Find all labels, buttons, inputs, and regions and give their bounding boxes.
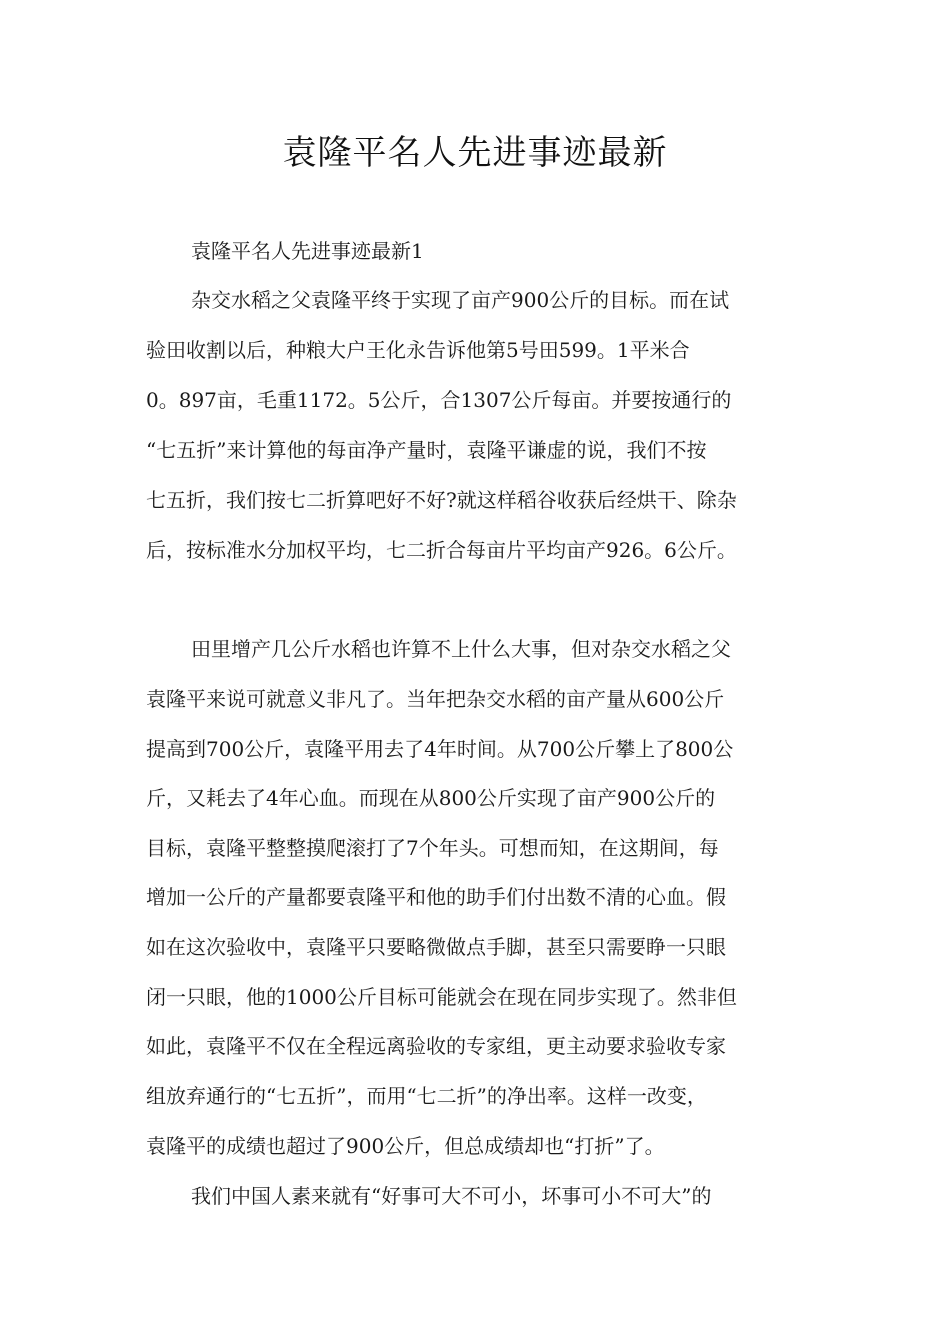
paragraph-line: 提高到700公斤，袁隆平用去了4年时间。从700公斤攀上了800公: [146, 737, 734, 761]
paragraph-line: 如在这次验收中，袁隆平只要略微做点手脚，甚至只需要睁一只眼: [146, 935, 726, 959]
paragraph-line: 后，按标准水分加权平均，七二折合每亩片平均亩产926。6公斤。: [146, 538, 737, 562]
paragraph-line: 如此，袁隆平不仅在全程远离验收的专家组，更主动要求验收专家: [146, 1034, 726, 1058]
paragraph-line: “七五折”来计算他的每亩净产量时，袁隆平谦虚的说，我们不按: [146, 438, 707, 462]
paragraph-line: 我们中国人素来就有“好事可大不可小，坏事可小不可大”的: [191, 1184, 712, 1208]
paragraph-line: 闭一只眼，他的1000公斤目标可能就会在现在同步实现了。然非但: [146, 985, 737, 1009]
paragraph-line: 田里增产几公斤水稻也许算不上什么大事，但对杂交水稻之父: [191, 637, 731, 661]
paragraph-line: 目标，袁隆平整整摸爬滚打了7个年头。可想而知，在这期间，每: [146, 836, 719, 860]
paragraph-line: 0。897亩，毛重1172。5公斤，合1307公斤每亩。并要按通行的: [146, 388, 732, 412]
section-subtitle: 袁隆平名人先进事迹最新1: [191, 239, 424, 263]
document-title: 袁隆平名人先进事迹最新: [282, 133, 668, 173]
paragraph-line: 杂交水稻之父袁隆平终于实现了亩产900公斤的目标。而在试: [191, 288, 730, 312]
paragraph-line: 验田收割以后，种粮大户王化永告诉他第5号田599。1平米合: [146, 338, 690, 362]
paragraph-line: 袁隆平的成绩也超过了900公斤，但总成绩却也“打折”了。: [146, 1134, 665, 1158]
paragraph-line: 增加一公斤的产量都要袁隆平和他的助手们付出数不清的心血。假: [146, 885, 726, 909]
paragraph-line: 斤，又耗去了4年心血。而现在从800公斤实现了亩产900公斤的: [146, 786, 716, 810]
paragraph-line: 七五折，我们按七二折算吧好不好?就这样稻谷收获后经烘干、除杂: [146, 488, 737, 512]
paragraph-line: 袁隆平来说可就意义非凡了。当年把杂交水稻的亩产量从600公斤: [146, 687, 725, 711]
paragraph-line: 组放弃通行的“七五折”，而用“七二折”的净出率。这样一改变，: [146, 1084, 707, 1108]
